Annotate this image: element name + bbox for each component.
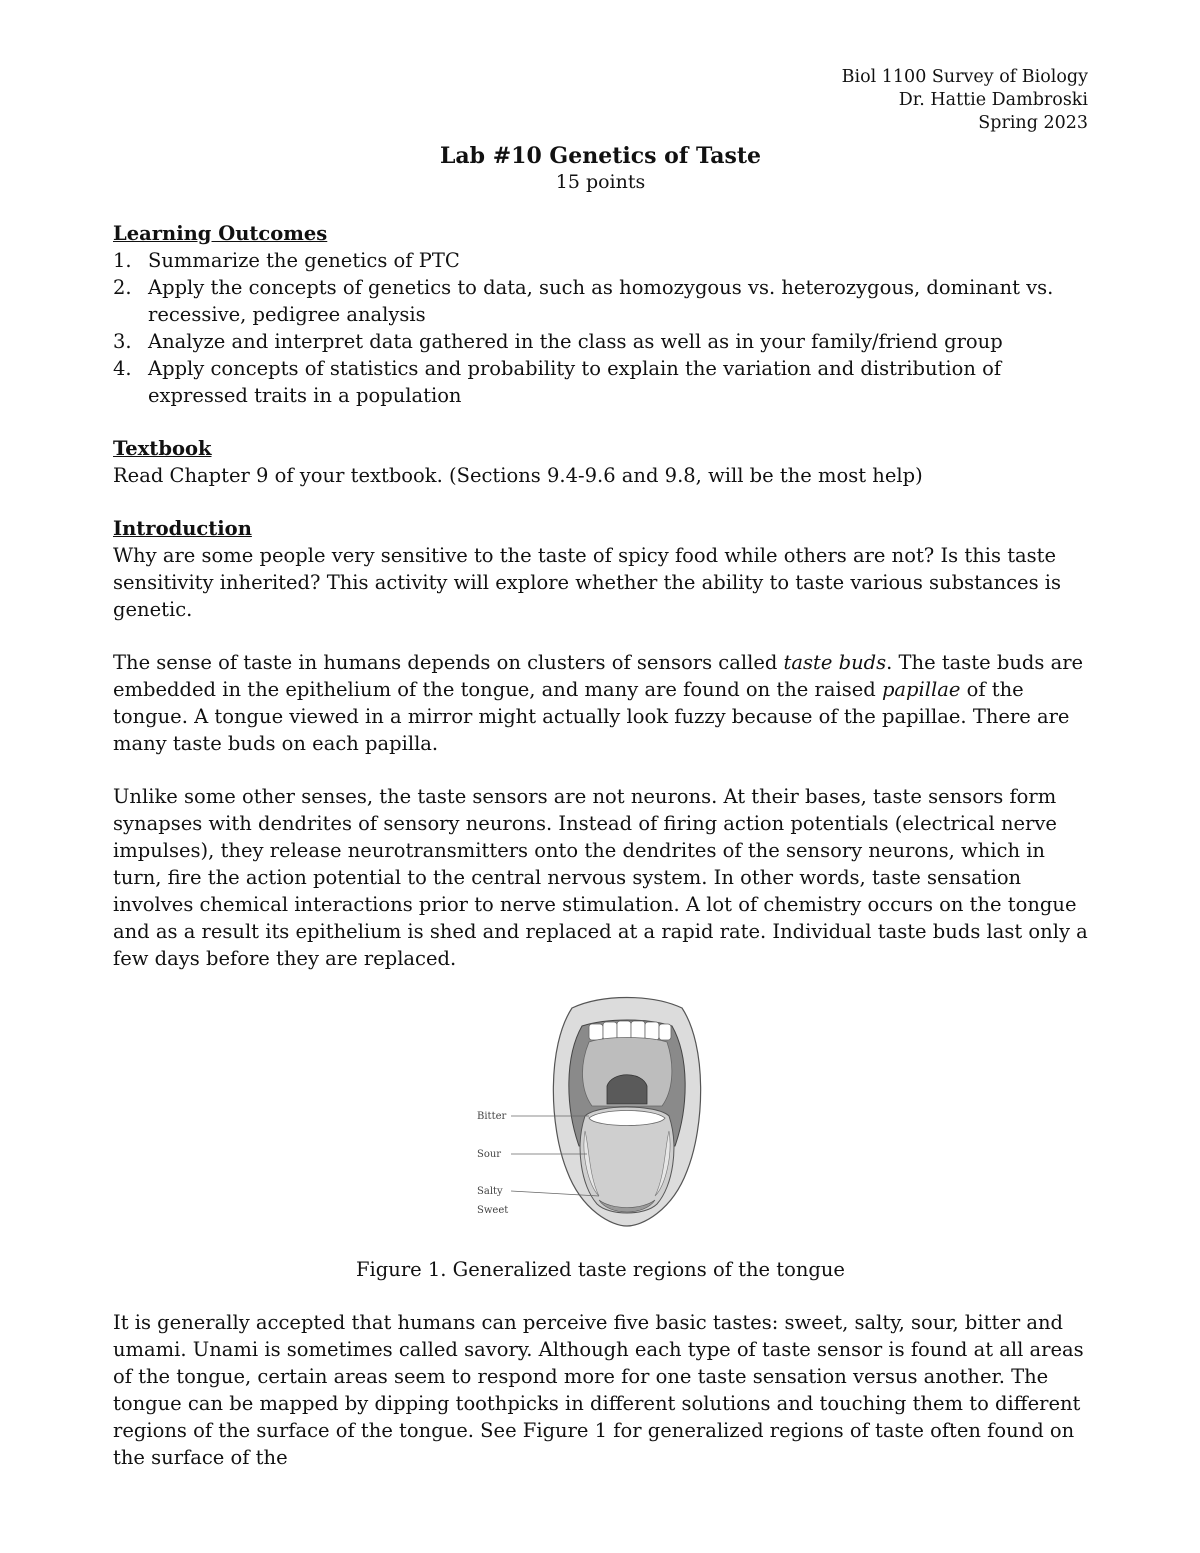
- list-number: 1.: [113, 249, 132, 272]
- list-number: 3.: [113, 330, 132, 353]
- list-item: [113, 274, 1088, 328]
- instructor-name: Dr. Hattie Dambroski: [898, 90, 1088, 110]
- label-bitter: Bitter: [477, 1111, 507, 1122]
- throat: [607, 1075, 647, 1104]
- bitter-region: [589, 1111, 665, 1126]
- text-run: The sense of taste in humans depends on clusters of sensors called: [113, 651, 784, 674]
- label-sour: Sour: [477, 1149, 502, 1160]
- textbook-text: Read Chapter 9 of your textbook. (Sections 9.4-9.6 and 9.8, will be the most help): [113, 464, 923, 487]
- list-number: 2.: [113, 276, 132, 299]
- list-item: [113, 328, 1088, 355]
- list-item: [113, 247, 1088, 274]
- document-page: [113, 66, 1088, 1471]
- taste-paragraph: It is generally accepted that humans can perceive five basic tastes: sweet, salty, sour, bitter and umami. Unami is sometimes called savory. Although each type of taste sensor is found at all areas of the tongue, certain areas seem to respond more for one taste sensation versus another. The tongue can be mapped by dipping toothpicks in different solutions and touching them to different regions of the surface of the tongue. See Figure 1 for generalized regions of taste often found on the surface of the: [113, 1311, 1084, 1469]
- figure-caption: Figure 1. Generalized taste regions of the tongue: [356, 1258, 845, 1281]
- points-value: 15 points: [555, 171, 646, 193]
- introduction-heading: Introduction: [113, 517, 252, 540]
- term-taste-buds: taste buds: [783, 651, 887, 674]
- label-sweet: Sweet: [477, 1205, 509, 1216]
- course-name: Biol 1100 Survey of Biology: [841, 67, 1088, 87]
- list-text: Analyze and interpret data gathered in the class as well as in your family/friend group: [148, 330, 1003, 353]
- list-number: 4.: [113, 357, 132, 380]
- list-text: Apply the concepts of genetics to data, such as homozygous vs. heterozygous, dominant vs. recessive, pedigree analysis: [148, 276, 1054, 326]
- learning-outcomes-heading: Learning Outcomes: [113, 222, 328, 245]
- text-run: of the tongue. A tongue viewed in a mirror might actually look fuzzy because of the papillae. There are many taste buds on each papilla.: [113, 678, 1070, 755]
- list-item: [113, 355, 1088, 409]
- text-run: . The taste buds are embedded in the epithelium of the tongue, and many are found on the raised: [113, 651, 1084, 701]
- textbook-heading: Textbook: [113, 437, 212, 460]
- term: Spring 2023: [978, 113, 1088, 133]
- page-title: Lab #10 Genetics of Taste: [439, 143, 762, 169]
- label-salty: Salty: [477, 1186, 503, 1197]
- course-header: [113, 66, 1088, 135]
- learning-outcomes-list: [113, 247, 1088, 409]
- intro-paragraph-3: Unlike some other senses, the taste sensors are not neurons. At their bases, taste sensors form synapses with dendrites of sensory neurons. Instead of firing action potentials (electrical nerve impulses), they release neurotransmitters onto the dendrites of the sensory neurons, which in turn, fire the action potential to the central nervous system. In other words, taste sensation involves chemical interactions prior to nerve stimulation. A lot of chemistry occurs on the tongue and as a result its epithelium is shed and replaced at a rapid rate. Individual taste buds last only a few days before they are replaced.: [113, 785, 1088, 970]
- intro-paragraph-2: [113, 649, 1088, 757]
- tongue-figure: [113, 996, 1088, 1244]
- term-papillae: papillae: [881, 678, 961, 701]
- intro-paragraph-1: Why are some people very sensitive to the taste of spicy food while others are not? Is this taste sensitivity inherited? This activity will explore whether the ability to taste various substances is genetic.: [113, 544, 1062, 621]
- list-text: Apply concepts of statistics and probability to explain the variation and distribution of expressed traits in a population: [148, 357, 1002, 407]
- tongue-diagram: [477, 996, 717, 1232]
- list-text: Summarize the genetics of PTC: [148, 249, 460, 272]
